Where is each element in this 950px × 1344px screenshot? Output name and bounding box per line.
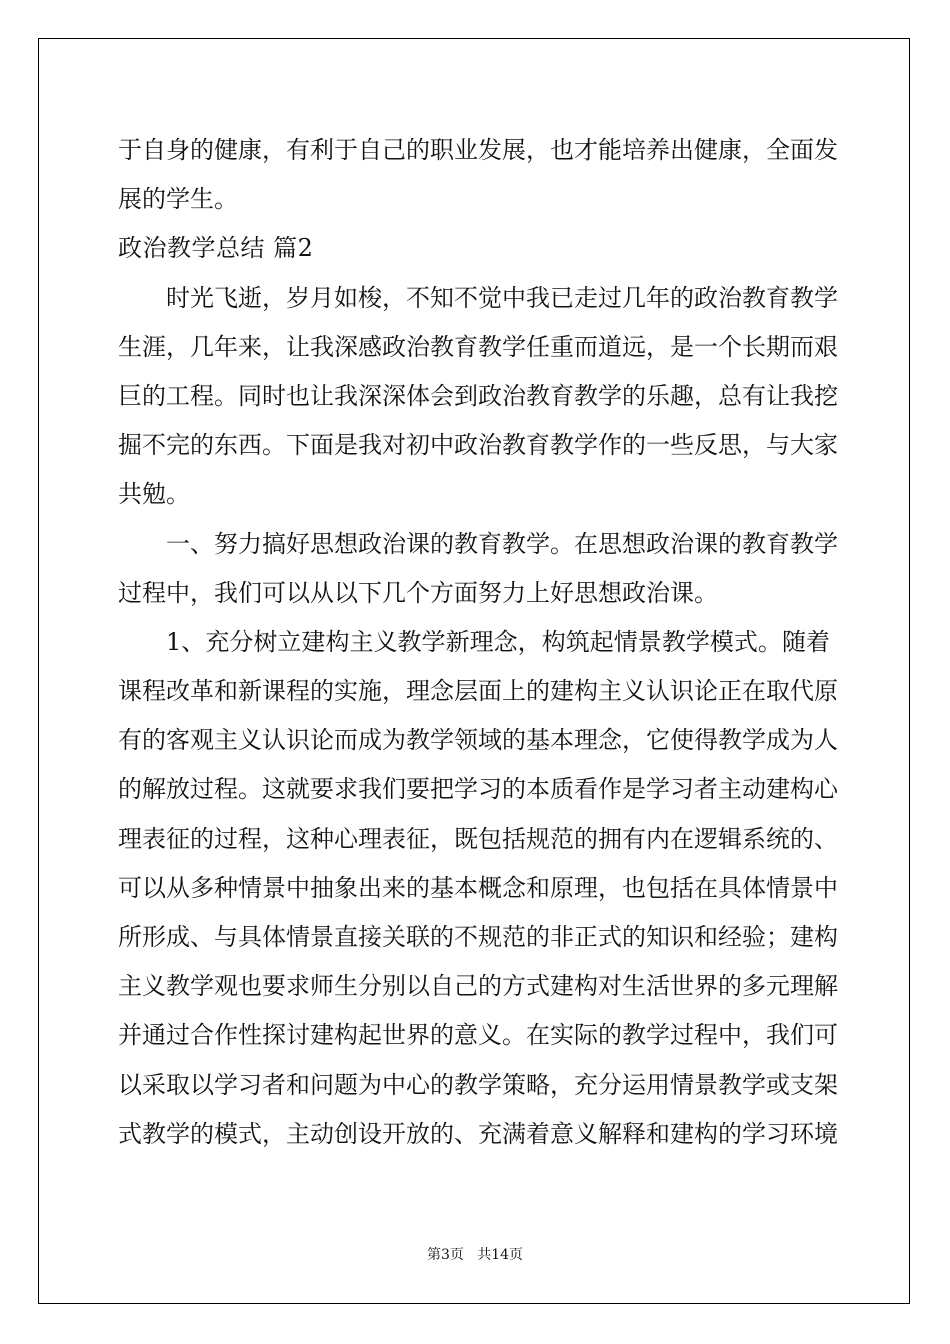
text-line: 时光飞逝，岁月如梭，不知不觉中我已走过几年的政治教育教学: [166, 283, 838, 312]
text-line: 有的客观主义认识论而成为教学领域的基本理念，它使得教学成为人: [118, 726, 838, 755]
text-line: 过程中，我们可以从以下几个方面努力上好思想政治课。: [118, 578, 718, 607]
page-number: 第3页 共14页: [426, 1247, 524, 1263]
section-heading: [118, 224, 830, 273]
text-line: 掘不完的东西。下面是我对初中政治教育教学作的一些反思，与大家: [118, 431, 838, 460]
text-line: 于自身的健康，有利于自己的职业发展，也才能培养出健康，全面发: [118, 136, 838, 164]
text-line: 展的学生。: [118, 185, 238, 214]
text-line: 主义教学观也要求师生分别以自己的方式建构对生活世界的多元理解: [118, 972, 838, 1001]
text-line: 生涯，几年来，让我深感政治教育教学任重而道远，是一个长期而艰: [118, 332, 838, 361]
text-line: 理表征的过程，这种心理表征，既包括规范的拥有内在逻辑系统的、: [118, 824, 838, 853]
text-line: 并通过合作性探讨建构起世界的意义。在实际的教学过程中，我们可: [118, 1021, 838, 1050]
text-line: 课程改革和新课程的实施，理念层面上的建构主义认识论正在取代原: [118, 677, 838, 706]
text-line: 共勉。: [118, 480, 190, 509]
text-line: 巨的工程。同时也让我深深体会到政治教育教学的乐趣，总有让我挖: [118, 381, 838, 410]
text-line: 所形成、与具体情景直接关联的不规范的非正式的知识和经验；建构: [118, 923, 838, 951]
paragraph-intro: [118, 274, 838, 520]
text-line: 1、充分树立建构主义教学新理念，构筑起情景教学模式。随着: [166, 627, 830, 656]
text-line: 式教学的模式，主动创设开放的、充满着意义解释和建构的学习环境: [118, 1119, 838, 1148]
section-title: 政治教学总结 篇2: [118, 234, 314, 263]
text-line: 可以从多种情景中抽象出来的基本概念和原理，也包括在具体情景中: [118, 873, 838, 902]
paragraph-point-one: [118, 520, 838, 618]
text-line: 以采取以学习者和问题为中心的教学策略，充分运用情景教学或支架: [118, 1070, 838, 1099]
text-line: 一、努力搞好思想政治课的教育教学。在思想政治课的教育教学: [166, 529, 838, 558]
paragraph-subpoint-one: [118, 618, 838, 1159]
paragraph-continuation: [118, 126, 838, 224]
document-body: [118, 126, 838, 1159]
text-line: 的解放过程。这就要求我们要把学习的本质看作是学习者主动建构心: [118, 775, 838, 804]
